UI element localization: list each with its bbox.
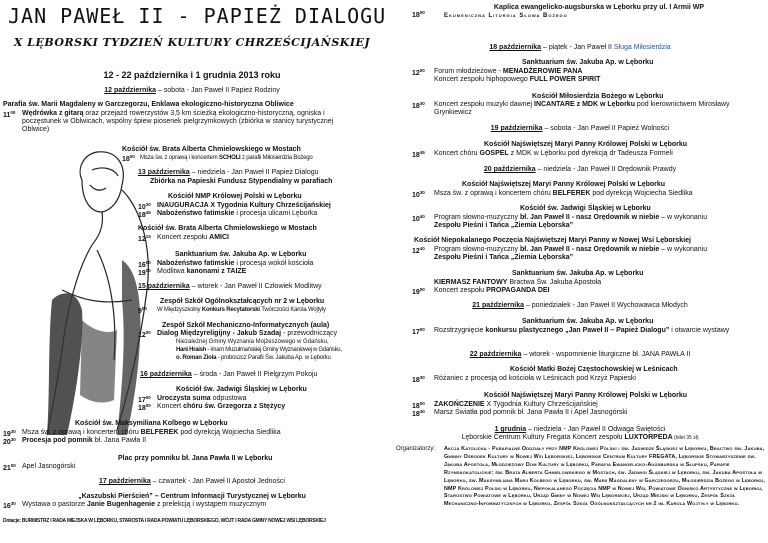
time-label: $20^{30}$: [3, 437, 16, 446]
place-zsmi: Zespół Szkół Mechaniczno-Informatycznych (aula): [162, 322, 330, 329]
time-label: $12^{00}$: [412, 68, 425, 77]
day-header-17: 17 października – czwartek - Jan Paweł II Apostoł Jedności: [99, 478, 285, 485]
place-nmp-1: Kościół NMP Królowej Polski w Lęborku: [168, 193, 302, 200]
place-kolbe: Kościół św. Maksymiliana Kolbego w Lęborku: [75, 420, 228, 427]
day-header-20: 20 października – niedziela - Jan Paweł II Orędownik Prawdy: [483, 166, 677, 173]
place-nmp-4: Kościół Najświętszej Maryi Panny Królowej Polski w Lęborku: [484, 392, 688, 399]
day-header-19: 19 października – sobota - Jan Paweł II Papież Wolności: [490, 125, 670, 132]
time-label: $11^{00}$: [3, 110, 16, 119]
event-fatimskie-2: Nabożeństwo fatimskie i procesja wokół kościoła: [157, 260, 314, 267]
place-zso2: Zespół Szkół Ogólnokształcących nr 2 w Lęborku: [160, 298, 325, 305]
event-forum: Forum młodzieżowe - MENADŻEROWIE PANA: [434, 68, 583, 75]
event-konkurs-plastyczny: Rozstrzygnięcie konkursu plastycznego „Jan Paweł II – Papież Dialogu” i otwarcie wystawy: [434, 327, 730, 334]
place-nmp-2: Kościół Najświętszej Maryi Panny Królowej Polski w Lęborku: [484, 141, 688, 148]
day-header-16: 16 października – środa - Jan Paweł II Pielgrzym Pokoju: [140, 371, 318, 378]
place-sanktuarium-1: Sanktuarium św. Jakuba Ap. w Lęborku: [175, 251, 307, 258]
event-kiermasz: KIERMASZ FANTOWY Bractwa Św. Jakuba Apostoła: [434, 279, 602, 286]
event-fatimskie-1: Nabożeństwo fatimskie i procesja ulicami Lęborka: [157, 210, 318, 217]
event-belferek-2: Msza św. z oprawą i koncertem chóru BELFEREK pod dyrekcją Wojciecha Siedlika: [434, 190, 693, 197]
event-luxtorpeda: Lęborskie Centrum Kultury Fregata Koncert zespołu LUXTORPEDA (bilet 35 zł): [461, 434, 699, 441]
place-sanktuarium-3: Sanktuarium św. Jakuba Ap. w Lęborku: [512, 270, 644, 277]
place-nowa-wies: Kościół Niepokalanego Poczęcia Najświętszej Maryi Panny w Nowej Wsi Lęborskiej: [414, 237, 691, 244]
time-label: $10^{30}$: [412, 190, 425, 199]
event-fullpower: Koncert zespołu hiphopowego FULL POWER SPIRIT: [434, 76, 601, 83]
day-header-1-grudnia: 1 grudnia – niedziela - Jan Paweł II Odwaga Świętości: [494, 426, 666, 433]
place-nmp-3: Kościół Najświętszej Maryi Panny Królowej Polski w Lęborku: [462, 181, 666, 188]
time-label: $18^{45}$: [412, 150, 425, 159]
time-label: $21^{00}$: [3, 463, 16, 472]
event-ekumeniczna: Ekumeniczna Liturgia Słowa Bożego: [444, 13, 568, 19]
day-header-21: 21 października – poniedziałek - Jan Paweł II Wychowawca Młodych: [472, 302, 688, 309]
time-label: $18^{40}$: [412, 409, 425, 418]
event-gospel: Koncert chóru GOSPEL z MDK w Lęborku pod dyrekcją dr Tadeusza Formeli: [434, 150, 673, 157]
organizers-label: Organizatorzy:: [396, 446, 436, 452]
day-header-15: 15 października – wtorek - Jan Paweł II Człowiek Modlitwy: [138, 283, 322, 290]
time-label: $19^{00}$: [138, 268, 151, 277]
place-sanktuarium-4: Sanktuarium św. Jakuba Ap. w Lęborku: [522, 318, 654, 325]
time-label: $16^{00}$: [138, 260, 151, 269]
time-label: $18^{00}$: [412, 10, 425, 19]
event-ziemia-2: Zespołu Pieśni i Tańca „Ziemia Lęborska”: [434, 254, 574, 261]
place-sanktuarium-2: Sanktuarium św. Jakuba Ap. w Lęborku: [522, 59, 654, 66]
time-label: $18^{30}$: [412, 375, 425, 384]
page-subtitle: X LĘBORSKI TYDZIEŃ KULTURY CHRZEŚCIJAŃSKIEJ: [13, 36, 371, 49]
event-marsz: Marsz Światła pod pomnik bł. Jana Pawła II i Apel Jasnogórski: [434, 409, 628, 416]
stypendium-note: Zbiórka na Papieski Fundusz Stypendialny w parafiach: [150, 178, 333, 185]
event-dialog-3: Hani Hraish - imam Muzułmańskiej Gminy Wyznaniowej w Gdańsku,: [176, 347, 342, 353]
event-belferek-1: Msza św. z oprawą i koncertem chóru BELFEREK pod dyrekcją Wojciecha Siedlika: [22, 429, 281, 436]
event-taize: Modlitwa kanonami z TAIZE: [157, 268, 247, 275]
organizers-list: Akcja Katolicka - Parafialne Oddziały przy NMP Królowej Polski i św. Jadwidze Śląskiej w Lęborku, Bractwo św. Jakuba, Gminny Ośrodek Kultury w Nowej Wsi Lęborskiej, Lęborskie Centrum Kultury FREGATA, Lęborskie Stowarzyszenie św. Jakuba Apostoła, Młodzieżowy Dom Kultury w Lęborku, Parafia Ewangelicko-Augsburska w Słupsku, Parafie Rzymskokatolickie: św. Brata Alberta Chmielowskiego w Mostach, św. Jadwigi Śląskiej w Lęborku, św. Jakuba Apostoła w Lęborku, św. Maksymiliana Marii Kolbego w Lęborku, św. Marii Magdaleny w Garczegorzu, Miłosierdzia Bożego w Lęborku, NMP Królowej Polski w Lęborku, Niepokalanego Poczęcia NMP w Nowej Wsi, Powiatowe Ognisko Artystyczne w Lęborku, Starostwo Powiatowe w Lęborku, Urząd Gminy w Nowej Wsi Lęborskiej, Urząd Miejski w Lęborku, Zespół Szkół Mechaniczno-Informatycznych w Lęborku, Zespół Szkół Ogólnokształcących nr 2 im. Karola Wojtyły w Lęborku.: [444, 446, 765, 508]
event-konkurs: W Międzyszkolny Konkurs Recytatorski Twórczości Karola Wojtyły: [157, 307, 326, 313]
event-dialog-4: o. Roman Ziola - proboszcz Parafii Św. Jakuba Ap. w Lęborku: [176, 355, 331, 361]
footer-sponsors: Dotacje: BURMISTRZ I RADA MIEJSKA W LĘBORKU, STAROSTA I RADA POWIATU LĘBORSKIEGO, WÓJT I RADA GMINY NOWEJ WSI LĘBORSKIEJ: [3, 518, 326, 524]
time-label: $12^{00}$: [138, 330, 151, 339]
time-label: $10^{40}$: [412, 214, 425, 223]
time-label: $12^{15}$: [138, 234, 151, 243]
event-dialog-2: Niezależnej Gminy Wyznania Mojżeszowego w Gdańsku,: [176, 339, 329, 345]
time-label: $18^{00}$: [412, 401, 425, 410]
page-title: JAN PAWEŁ II - PAPIEŻ DIALOGU: [8, 4, 387, 28]
time-label: $18^{45}$: [138, 210, 151, 219]
place-lesnice: Kościół Matki Bożej Częstochowskiej w Leśnicach: [510, 366, 678, 373]
day-header-12: 12 października – sobota - Jan Paweł II Papież Rodziny: [104, 87, 280, 94]
event-rozaniec: Różaniec z procesją od kościoła w Leśnicach pod Krzyż Papieski: [434, 375, 636, 382]
time-label: $19^{00}$: [412, 287, 425, 296]
event-inauguracja: INAUGURACJA X Tygodnia Kultury Chrześcijańskiej: [157, 202, 331, 209]
event-dialog: Dialog Międzyreligijny - Jakub Szadaj - przewodniczący: [157, 330, 338, 337]
event-zakonczenie: ZAKOŃCZENIE X Tygodnia Kultury Chrześcijańskiej: [434, 401, 598, 408]
time-label: $18^{30}$: [412, 101, 425, 110]
event-dates: 12 - 22 października i 1 grudnia 2013 roku: [103, 70, 281, 80]
event-scholi: Msza św. z oprawą i koncertem SCHOLI z parafii Miłosierdzia Bożego: [140, 155, 313, 161]
time-label: $18^{00}$: [138, 403, 151, 412]
place-kaszubski: „Kaszubski Pierścień” – Centrum Informacji Turystycznej w Lęborku: [78, 493, 306, 500]
event-amici: Koncert zespołu AMICI: [157, 234, 229, 241]
time-label: $12^{40}$: [412, 246, 425, 255]
place-mosty-2: Kościół św. Brata Alberta Chmielowskiego w Mostach: [138, 225, 317, 232]
place-jadwiga-1: Kościół św. Jadwigi Śląskiej w Lęborku: [176, 386, 307, 393]
event-chor-stezyca: Koncert chóru św. Grzegorza z Stężycy: [157, 403, 286, 410]
time-label: $17^{00}$: [138, 395, 151, 404]
event-wedrowka: Wędrówka z gitarą oraz przejazd rowerzystów 3,5 km ścieżką ekologiczno-historyczną, ogniska i poczęstunek w Oblwicach, wspólny śpiew piosenek pielgrzymkowych (zbiórka w stanicy turystycznej Oblwice): [22, 110, 334, 133]
time-label: $9^{00}$: [138, 306, 147, 315]
day-header-18: 18 października – piątek - Jan Paweł II Sługa Miłosierdzia: [489, 44, 671, 51]
day-header-13: 13 października – niedziela - Jan Paweł II Papież Dialogu: [138, 169, 319, 176]
time-label: $16^{30}$: [3, 501, 16, 510]
place-mosty-1: Kościół św. Brata Alberta Chmielowskiego w Mostach: [122, 146, 301, 153]
place-kaplica: Kaplica ewangelicko-augsburska w Lęborku przy ul. I Armii WP: [493, 4, 705, 11]
event-bugenhagen: Wystawa o pastorze Janie Bugenhagenie z prelekcją i wystąpem muzycznym: [22, 501, 267, 508]
time-label: $10^{30}$: [138, 202, 151, 211]
place-jadwiga-2: Kościół św. Jadwigi Śląskiej w Lęborku: [520, 205, 651, 212]
event-suma: Uroczysta suma odpustowa: [157, 395, 247, 402]
event-oredownik-1: Program słowno-muzyczny bł. Jan Paweł II - nasz Orędownik w niebie – w wykonaniu: [434, 214, 708, 221]
event-procesja: Procesja pod pomnik bł. Jana Pawła II: [22, 437, 147, 444]
time-label: $17^{00}$: [412, 327, 425, 336]
place-milosierdzie: Kościół Miłosierdzia Bożego w Lęborku: [532, 93, 664, 100]
event-propaganda: Koncert zespołu PROPAGANDA DEI: [434, 287, 550, 294]
day-header-22: 22 października – wtorek - wspomnienie liturgiczne bł. JANA PAWŁA II: [469, 351, 691, 358]
event-oredownik-2: Program słowno-muzyczny bł. Jan Paweł II - nasz Orędownik w niebie – w wykonaniu: [434, 246, 708, 253]
time-label: $19^{30}$: [3, 429, 16, 438]
event-apel-1: Apel Jasnogórski: [22, 463, 76, 470]
time-label: $18^{00}$: [122, 154, 135, 163]
place-pomnik: Plac przy pomniku bł. Jana Pawła II w Lęborku: [118, 455, 273, 462]
place-garczegorze: Parafia św. Marii Magdaleny w Garczegorzu, Enklawa ekologiczno-historyczna Obliwice: [3, 101, 294, 108]
event-incantare: Koncert zespołu muzyki dawnej INCANTARE z MDK w Lęborku pod kierownictwem Mirosławy Grynkiewicz: [434, 101, 730, 116]
event-ziemia-1: Zespołu Pieśni i Tańca „Ziemia Lęborska”: [434, 222, 574, 229]
right-column: [392, 0, 768, 543]
